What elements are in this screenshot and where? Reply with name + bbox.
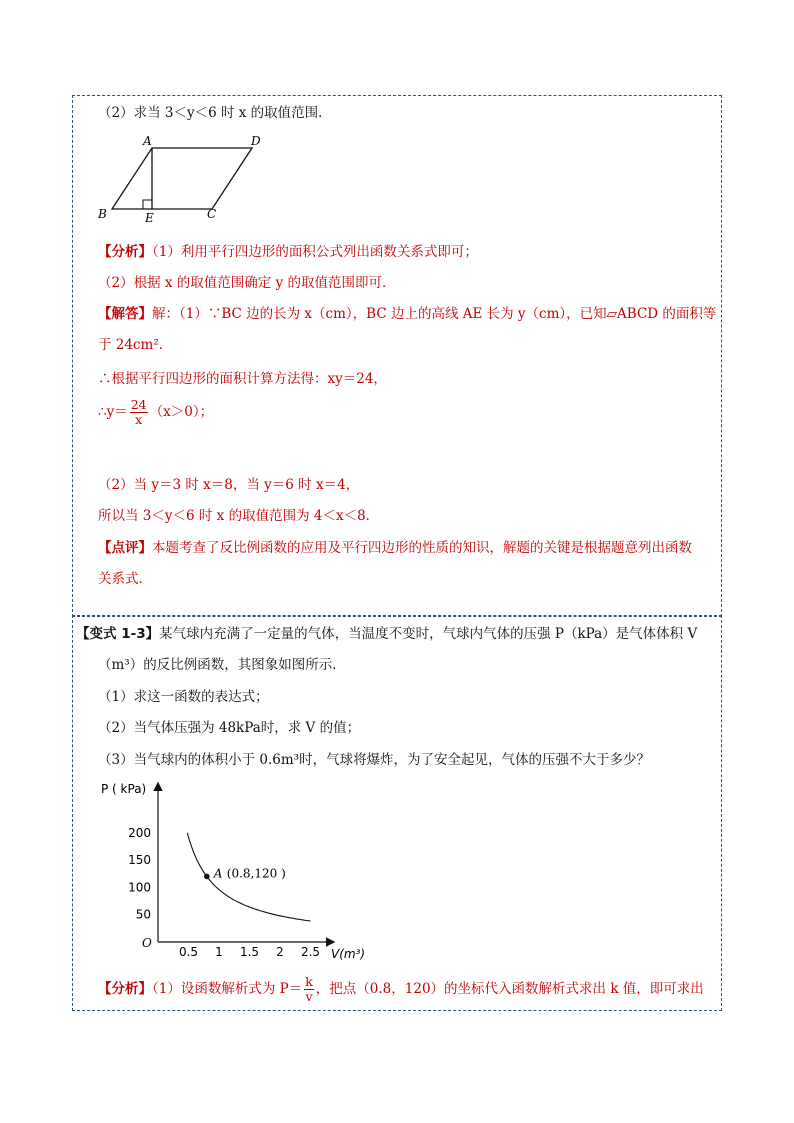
analysis-line-2: （2）根据 x 的取值范围确定 y 的取值范围即可． [98,275,396,291]
analysis-line-1 [98,243,478,261]
comment-text-1: 本题考查了反比例函数的应用及平行四边形的性质的知识，解题的关键是根据题意列出函数 [152,540,692,556]
variant-analysis-prefix: （1）设函数解析式为 P＝ [152,981,303,997]
variant-analysis-suffix: ，把点（0.8，120）的坐标代入函数解析式求出 k 值，即可求出 [315,981,704,997]
answer-line-5: （2）当 y＝3 时 x＝8，当 y＝6 时 x＝4， [98,477,360,493]
fraction-numerator: 24 [130,397,147,412]
x-axis-label: V(m³) [331,947,366,961]
variant-q2: （2）当气体压强为 48kPa时，求 V 的值； [98,720,361,736]
variant-analysis-tag: 【分析】 [98,981,152,997]
comment-tag: 【点评】 [98,540,152,556]
y-axis-label: P ( kPa) [101,782,147,796]
answer-line-4 [98,398,213,427]
answer-line-6: 所以当 3＜y＜6 时 x 的取值范围为 4＜x＜8． [98,508,380,524]
label-c: C [207,207,217,221]
x-tick-label: 2 [276,945,284,959]
fraction-v: v [305,989,313,1004]
analysis-text-1: （1）利用平行四边形的面积公式列出函数关系式即可； [152,244,478,260]
y-tick-label: 200 [128,825,151,840]
point-a-label: A [213,866,223,881]
variant-q3: （3）当气球内的体积小于 0.6m³时，气球将爆炸，为了安全起见，气体的压强不大于多少？ [98,752,651,768]
answer-tag: 【解答】 [98,306,152,322]
fraction-k: k [305,974,313,989]
label-a: A [143,134,152,148]
comment-line-2: 关系式． [98,571,152,587]
variant-tag: 【变式 1-3】 [76,626,160,642]
label-d: D [251,134,261,148]
fraction-denominator: x [135,412,143,427]
x-tick-label: 1 [215,945,223,959]
y-tick-label: 100 [128,880,151,895]
fraction-k-over-v [304,975,314,1004]
question-2: （2）求当 3＜y＜6 时 x 的取值范围． [98,105,332,121]
answer-line-1 [98,305,716,323]
pressure-volume-chart [95,776,385,964]
answer-4-suffix: （x＞0）； [149,404,214,420]
analysis-tag: 【分析】 [98,244,152,260]
label-b: B [98,207,107,221]
x-tick-label: 2.5 [300,945,321,959]
point-a-coordinates: (0.8,120 ) [226,866,286,881]
right-angle-mark [143,200,152,209]
parallelogram-shape [112,148,252,209]
answer-line-3: ∴根据平行四边形的面积计算方法得：xy＝24， [98,371,387,387]
variant-q1: （1）求这一函数的表达式； [98,689,269,705]
variant-text-1: 某气球内充满了一定量的气体，当温度不变时，气球内气体的压强 P（kPa）是气体体积 V [159,626,698,642]
fraction-24-over-x [130,398,148,427]
origin-label: O [142,936,152,950]
variant-analysis-line [98,975,704,1004]
x-tick-label: 1.5 [239,945,260,959]
label-e: E [145,211,154,225]
variant-intro-2: （m³）的反比例函数，其图象如图所示． [98,657,346,673]
answer-text-1: 解：（1）∵BC 边的长为 x（cm），BC 边上的高线 AE 长为 y（cm），已知▱ABCD 的面积等 [152,306,717,322]
y-tick-label: 50 [135,907,151,922]
answer-4-prefix: ∴y＝ [98,404,128,420]
answer-line-2: 于 24cm²． [98,337,173,353]
comment-line-1 [98,539,692,557]
variant-intro-1 [76,625,697,643]
x-tick-label: 0.5 [178,945,199,959]
y-tick-label: 150 [128,853,151,868]
point-a [204,874,210,880]
parallelogram-figure [92,130,272,226]
